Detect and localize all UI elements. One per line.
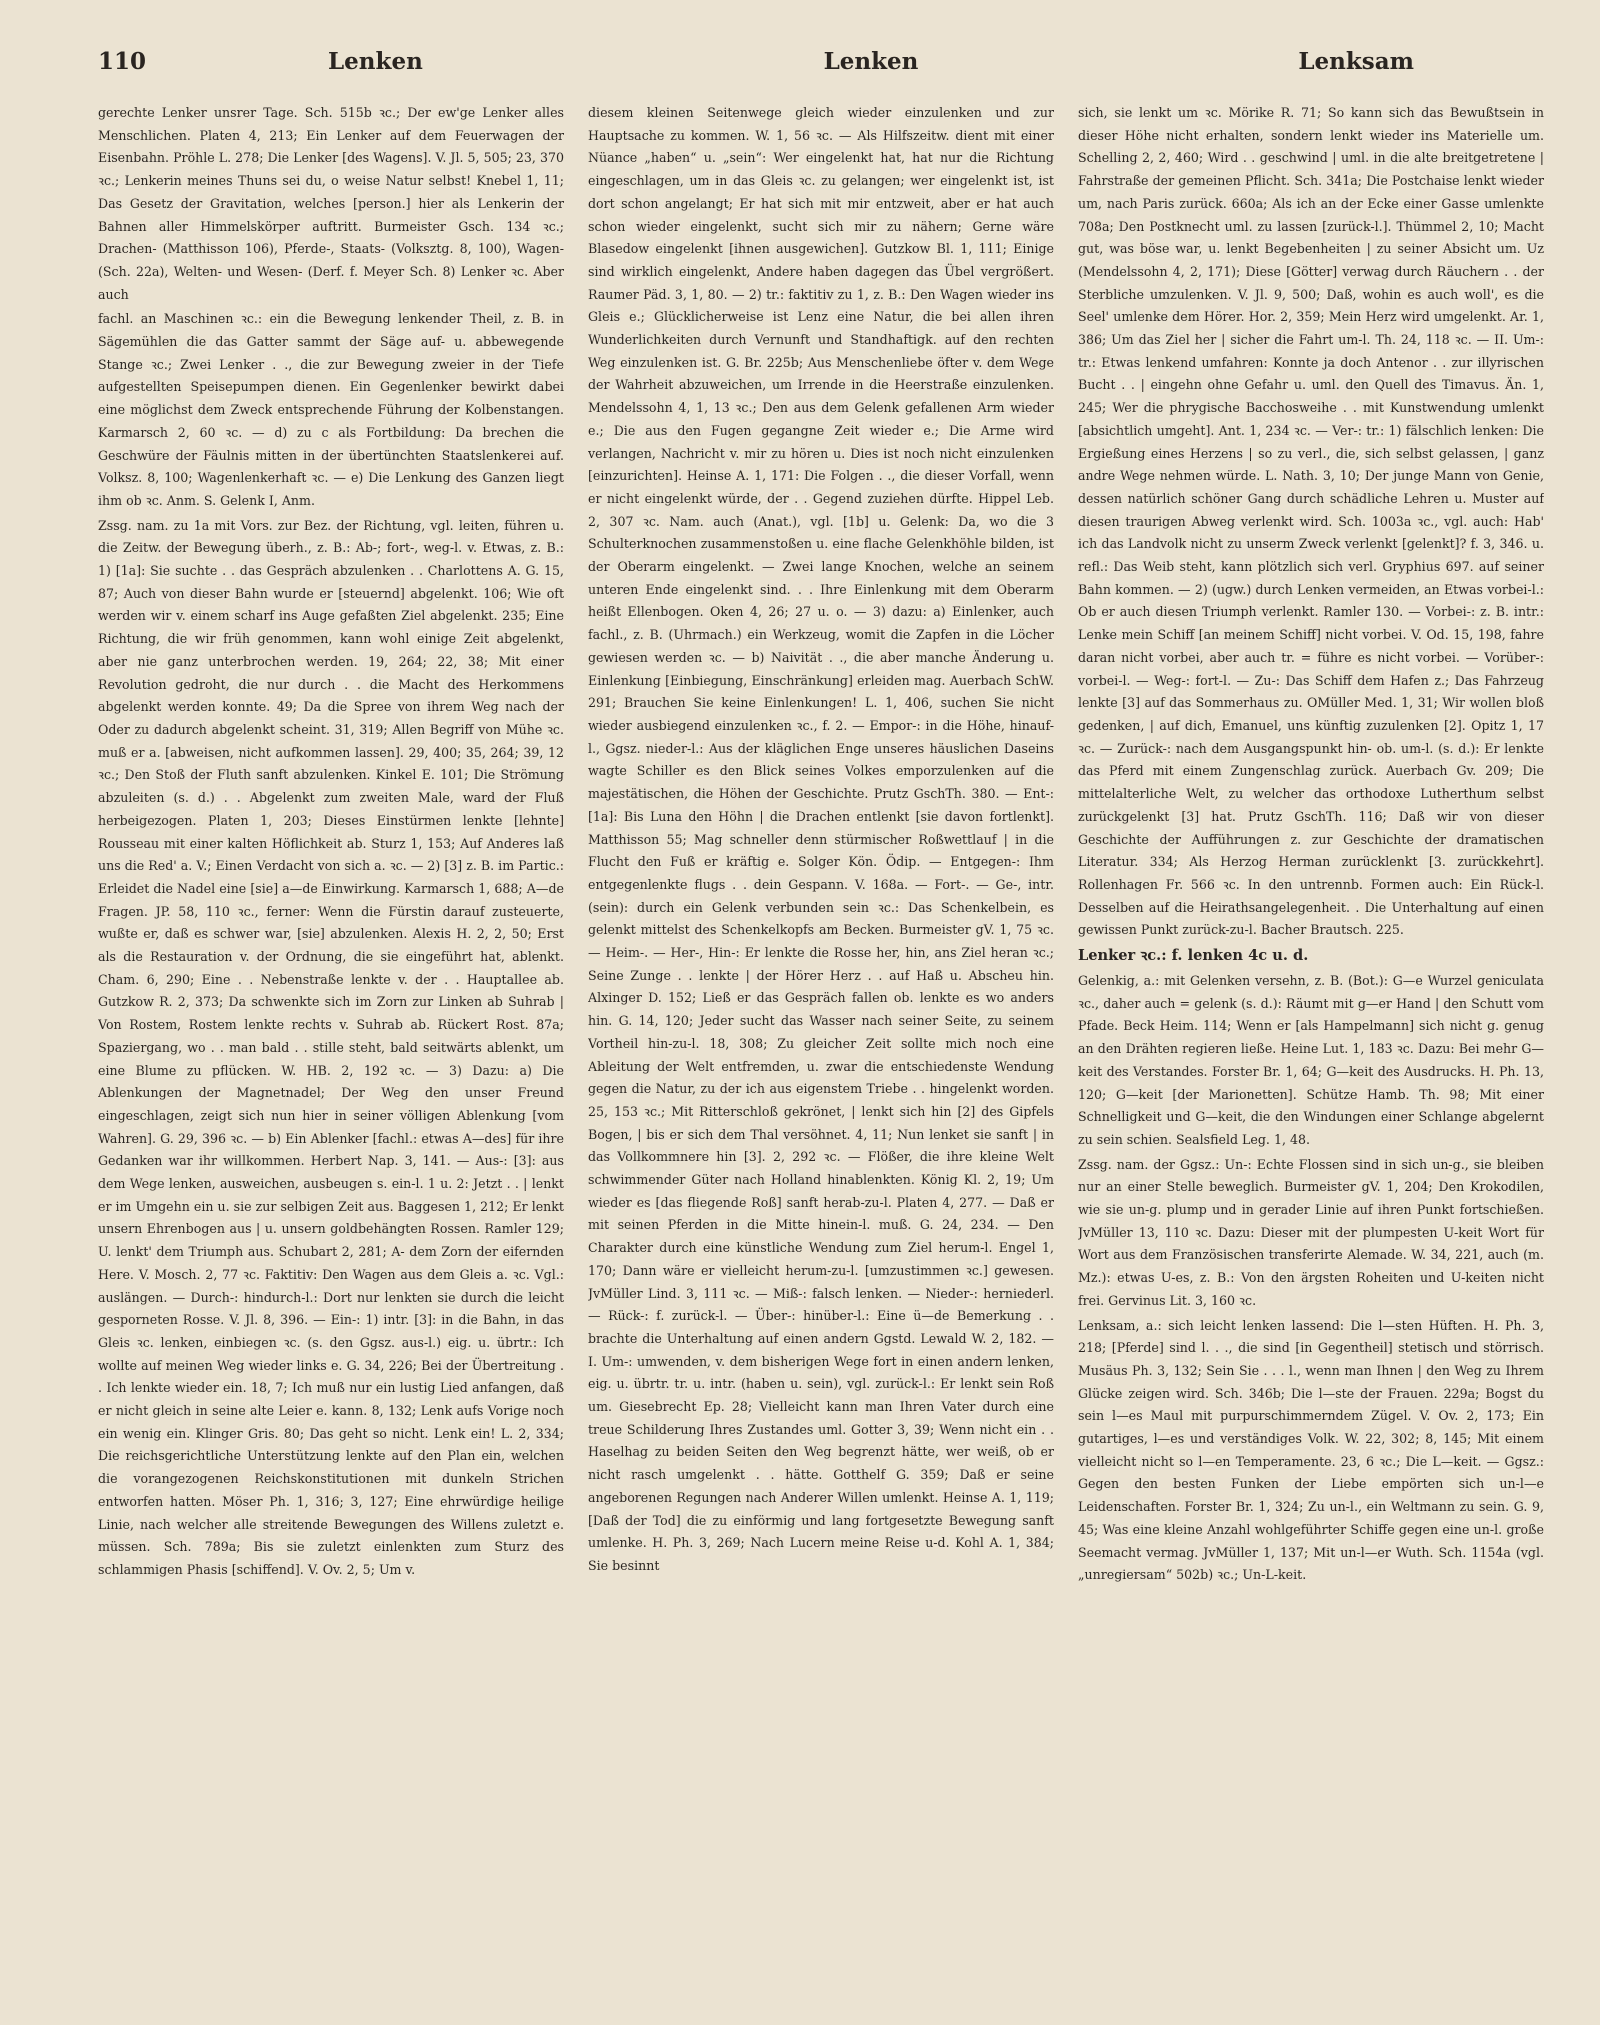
column-2 <box>588 102 1054 1992</box>
entry-paragraph: Zssg. nam. zu 1a mit Vors. zur Bez. der Richtung, vgl. leiten, führen u. die Zeitw. der Bewegung überh., z. B.: Ab-; fort-, weg-l. v. Etwas, z. B.: 1) [1a]: Sie suchte . . das Gespräch abzulenken . . Charlottens A. G. 15, 87; Auch von dieser Bahn wurde er [steuernd] abgelenkt. 106; Wie oft werden wir v. einem scharf ins Auge gefaßten Ziel abgelenkt. 235; Eine Richtung, die wir früh genommen, kann wohl einige Zeit abgelenkt, aber nie ganz unterbrochen werden. 19, 264; 22, 38; Mit einer Revolution gedroht, die nur durch . . die Macht des Herkommens abgelenkt werden konnte. 49; Da die Spree von ihrem Weg nach der Oder zu dadurch abgelenkt scheint. 31, 319; Allen Begriff von Mühe ꝛc. muß er a. [abweisen, nicht aufkommen lassen]. 29, 400; 35, 264; 39, 12 ꝛc.; Den Stoß der Fluth sanft abzulenken. Kinkel E. 101; Die Strömung abzuleiten (s. d.) . . Abgelenkt zum zweiten Male, ward der Fluß herbeigezogen. Platen 1, 203; Dieses Einstürmen lenkte [lehnte] Rousseau mit einer kalten Höflichkeit ab. Sturz 1, 153; Auf Anderes laß uns die Red' a. V.; Einen Verdacht von sich a. ꝛc. — 2) [3] z. B. im Partic.: Erleidet die Nadel eine [sie] a—de Einwirkung. Karmarsch 1, 688; A—de Fragen. JP. 58, 110 ꝛc., ferner: Wenn die Fürstin darauf zusteuerte, wußte er, daß es schwer war, [sie] abzulenken. Alexis H. 2, 2, 50; Erst als die Restauration v. der Ordnung, die sie eingeführt hat, ablenkt. Cham. 6, 290; Eine . . Nebenstraße lenkte v. der . . Hauptallee ab. Gutzkow R. 2, 373; Da schwenkte sich im Zorn zur Linken ab Suhrab | Von Rostem, Rostem lenkte rechts v. Suhrab ab. Rückert Rost. 87a; Spaziergang, wo . . man bald . . stille steht, bald seitwärts ablenkt, um eine Blume zu pflücken. W. HB. 2, 192 ꝛc. — 3) Dazu: a) Die Ablenkungen der Magnetnadel; Der Weg den unser Freund eingeschlagen, zeigt sich nun hier in seiner völligen Ablenkung [vom Wahren]. G. 29, 396 ꝛc. — b) Ein Ablenker [fachl.: etwas A—des] für ihre Gedanken war ihr willkommen. Herbert Nap. 3, 141. — Aus-: [3]: aus dem Wege lenken, ausweichen, ausbeugen s. ein-l. 1 u. 2: Jetzt . . | lenkt er im Umgehn ein u. sie zur selbigen Zeit aus. Baggesen 1, 212; Er lenkt unsern Ehrenbogen aus | u. unsern goldbehängten Rossen. Ramler 129; U. lenkt' dem Triumph aus. Schubart 2, 281; A- dem Zorn der eifernden Here. V. Mosch. 2, 77 ꝛc. Faktitiv: Den Wagen aus dem Gleis a. ꝛc. Vgl.: auslängen. — Durch-: hindurch-l.: Dort nur lenkten sie durch die leicht gesporneten Rosse. V. Jl. 8, 396. — Ein-: 1) intr. [3]: in die Bahn, in das Gleis ꝛc. lenken, einbiegen ꝛc. (s. den Ggsz. aus-l.) eig. u. übrtr.: Ich wollte auf meinen Weg wieder links e. G. 34, 226; Bei der Übertreitung . . Ich lenkte wieder ein. 18, 7; Ich muß nur ein lustig Lied anfangen, daß er nicht gleich in seine alte Leier e. kann. 8, 132; Lenk aufs Vorige noch ein wenig ein. Klinger Gris. 80; Das geht so nicht. Lenk ein! L. 2, 334; Die reichsgerichtliche Unterstützung lenkte auf den Plan ein, welchen die vorangezogenen Reichskonstitutionen mit dunkeln Strichen entworfen hatten. Möser Ph. 1, 316; 3, 127; Eine ehrwürdige heilige Linie, nach welcher alle streitende Bewegungen des Willens zuletzt e. müssen. Sch. 789a; Bis sie zuletzt einlenkten zum Sturz des schlammigen Phasis [schiffend]. V. Ov. 2, 5; Um v. <box>98 517 564 1577</box>
center-headword: Lenken <box>823 48 919 75</box>
column-1 <box>98 102 564 1992</box>
left-headword: Lenken <box>328 48 423 75</box>
right-headword: Lenksam <box>1298 48 1414 75</box>
headword-entry-lenker: Lenker ꝛc.: f. lenken 4c u. d. <box>1078 947 1309 965</box>
entry-paragraph: fachl. an Maschinen ꝛc.: ein die Bewegung lenkender Theil, z. B. in Sägemühlen die das Gatter sammt der Säge auf- u. abbewegende Stange ꝛc.; Zwei Lenker . ., die zur Bewegung zweier in der Tiefe aufgestellten Speisepumpen dienen. Ein Gegenlenker bewirkt dabei eine möglichst dem Zweck entsprechende Führung der Kolbenstangen. Karmarsch 2, 60 ꝛc. — d) zu c als Fortbildung: Da brechen die Geschwüre der Fäulnis mitten in der übertünchten Staatslenkerei auf. Volksz. 8, 100; Wagenlenkerhaft ꝛc. — e) Die Lenkung des Ganzen liegt ihm ob ꝛc. Anm. S. Gelenk I, Anm. <box>98 311 564 508</box>
text-columns <box>98 102 1544 1992</box>
headword-entry-gelenkig: Gelenkig, a.: mit Gelenken versehn, z. B. (Bot.): G—e Wurzel geniculata ꝛc., daher auch = gelenk (s. d.): Räumt mit g—er Hand | den Schutt vom Pfade. Beck Heim. 114; Wenn er [als Hampelmann] sich nicht g. genug an den Drähten regieren ließe. Heine Lut. 1, 183 ꝛc. Dazu: Bei mehr G—keit des Verstandes. Forster Br. 1, 64; G—keit des Ausdrucks. H. Ph. 13, 120; G—keit [der Marionetten]. Schütze Hamb. Th. 98; Mit einer Schnelligkeit und G—keit, die den Windungen einer Schlange abgelernt zu sein schien. Sealsfield Leg. 1, 48. <box>1078 973 1544 1147</box>
headword-entry-lenksam: Lenksam, a.: sich leicht lenken lassend: Die l—sten Hüften. H. Ph. 3, 218; [Pferde] sind l. . ., die sind [in Gegentheil] stetisch und störrisch. Musäus Ph. 3, 132; Sein Sie . . . l., wenn man Ihnen | den Weg zu Ihrem Glücke zeigen wird. Sch. 346b; Die l—ste der Frauen. 229a; Bogst du sein l—es Maul mit purpurschimmerndem Zügel. V. Ov. 2, 173; Ein gutartiges, l—es und verständiges Volk. W. 22, 302; 8, 145; Mit einem vielleicht nicht so l—en Temperamente. 23, 6 ꝛc.; Die L—keit. — Ggsz.: Gegen den besten Funken der Liebe empörten sich un-l—e Leidenschaften. Forster Br. 1, 324; Zu un-l., ein Weltmann zu sein. G. 9, 45; Was eine kleine Anzahl wohlgeführter Schiffe gegen eine un-l. große Seemacht vermag. JvMüller 1, 137; Mit un-l—er Wuth. Sch. 1154a (vgl. „unregiersam“ 502b) ꝛc.; Un-L-keit. <box>1078 1317 1544 1583</box>
running-header <box>98 48 1544 88</box>
page-number: 110 <box>98 48 147 75</box>
entry-paragraph: diesem kleinen Seitenwege gleich wieder einzulenken und zur Hauptsache zu kommen. W. 1, 56 ꝛc. — Als Hilfszeitw. dient mit einer Nüance „haben“ u. „sein“: Wer eingelenkt hat, hat nur die Richtung eingeschlagen, um in das Gleis ꝛc. zu gelangen; wer eingelenkt ist, ist dort schon angelangt; Er hat sich mit mir entzweit, aber er hat auch schon wieder eingelenkt, sucht sich mir zu nähern; Gerne wäre Blasedow eingelenkt [ihnen ausgewichen]. Gutzkow Bl. 1, 111; Einige sind wirklich eingelenkt, Andere haben dagegen das Übel vergrößert. Raumer Päd. 3, 1, 80. — 2) tr.: faktitiv zu 1, z. B.: Den Wagen wieder ins Gleis e.; Glücklicherweise ist Lenz eine Natur, die bei allen ihren Wunderlichkeiten durch Vernunft und Standhaftigk. auf den rechten Weg einzulenken ist. G. Br. 225b; Aus Menschenliebe öfter v. dem Wege der Wahrheit abzuweichen, um Irrende in die Heerstraße einzulenken. Mendelssohn 4, 1, 13 ꝛc.; Den aus dem Gelenk gefallenen Arm wieder e.; Die aus den Fugen gegangne Zeit wieder e.; Die Arme wird verlangen, Nachricht v. mir zu hören u. Dies ist noch nicht einzulenken [einzurichten]. Heinse A. 1, 171: Die Folgen . ., die dieser Vorfall, wenn er nicht eingelenkt würde, der . . Gegend zuziehen dürfte. Hippel Leb. 2, 307 ꝛc. Nam. auch (Anat.), vgl. [1b] u. Gelenk: Da, wo die 3 Schulterknochen zusammenstoßen u. eine flache Gelenkhöhle bilden, ist der Oberarm eingelenkt. — Zwei lange Knochen, welche an seinem unteren Ende eingelenkt sind. . . Ihre Einlenkung mit dem Oberarm heißt Ellenbogen. Oken 4, 26; 27 u. o. — 3) dazu: a) Einlenker, auch fachl., z. B. (Uhrmach.) ein Werkzeug, womit die Zapfen in die Löcher gewiesen werden ꝛc. — b) Naivität . ., die aber manche Änderung u. Einlenkung [Einbiegung, Einschränkung] erleiden mag. Auerbach SchW. 291; Brauchen Sie keine Einlenkungen! L. 1, 406, suchen Sie nicht wieder ausbiegend einzulenken ꝛc., f. 2. — Empor-: in die Höhe, hinauf-l., Ggsz. nieder-l.: Aus der kläglichen Enge unseres häuslichen Daseins wagte Schiller es den Blick seines Volkes emporzulenken auf die majestätischen, die Höhen der Geschichte. Prutz GschTh. 380. — Ent-: [1a]: Bis Luna den Höhn | die Drachen entlenkt [sie davon fortlenkt]. Matthisson 55; Mag schneller denn stürmischer Roßwettlauf | in die Flucht den Fuß er kräftig e. Solger Kön. Ödip. — Entgegen-: Ihm entgegenlenkte flugs . . dein Gespann. V. 168a. — Fort-. — Ge-, intr. (sein): durch ein Gelenk verbunden sein ꝛc.: Das Schenkelbein, es gelenkt mittelst des Schenkelkopfs am Becken. Burmeister gV. 1, 75 ꝛc. — Heim-. — Her-, Hin-: Er lenkte die Rosse her, hin, ans Ziel heran ꝛc.; Seine Zunge . . lenkte | der Hörer Herz . . auf Haß u. Abscheu hin. Alxinger D. 152; Ließ er das Gespräch fallen ob. lenkte es wo anders hin. G. 14, 120; Jeder sucht das Wasser nach seiner Seite, zu seinem Vortheil hin-zu-l. 18, 308; Zu gleicher Zeit sollte mich noch eine Ableitung der Welt entfremden, u. zwar die entschiedenste Wendung gegen die Natur, zu der ich aus eigenstem Triebe . . hingelenkt worden. 25, 153 ꝛc.; Mit Ritterschloß gekrönet, | lenkt sich hin [2] des Gipfels Bogen, | bis er sich dem Thal versöhnet. 4, 11; Nun lenket sie sanft | in das Vollkommnere hin [3]. 2, 292 ꝛc. — Flößer, die ihre kleine Welt schwimmender Güter nach Holland hinablenkten. König Kl. 2, 19; Um wieder es [das fliegende Roß] sanft herab-zu-l. Platen 4, 277. — Daß er mit seinen Pferden in die Mitte hinein-l. muß. G. 24, 234. — Den Charakter durch eine künstliche Wendung zum Ziel herum-l. Engel 1, 170; Dann wäre er vielleicht herum-zu-l. [umzustimmen ꝛc.] gewesen. JvMüller Lind. 3, 111 ꝛc. — Miß-: falsch lenken. — Nieder-: herniederl. — Rück-: f. zurück-l. — Über-: hinüber-l.: Eine ü—de Bemerkung . . brachte die Unterhaltung auf einen andern Ggstd. Lewald W. 2, 182. — I. Um-: umwenden, v. dem bisherigen Wege fort in einen andern lenken, eig. u. übrtr. tr. u. intr. (haben u. sein), vgl. zurück-l.: Er lenkt sein Roß um. Giesebrecht Ep. 28; Vielleicht kann man Ihren Vater durch eine treue Schilderung Ihres Zustandes uml. Gotter 3, 39; Wenn nicht ein . . Haselhag zu beiden Seiten den Weg begrenzt hätte, wer weiß, ob er nicht rasch umgelenkt . . hätte. Gotthelf G. 359; Daß er seine angeborenen Regungen nach Anderer Willen umlenkt. Heinse A. 1, 119; [Daß der Tod] die zu einförmig und lang fortgesetzte Bewegung sanft umlenke. H. Ph. 3, 269; Nach Lucern meine Reise u-d. Kohl A. 1, 384; Sie besinnt <box>588 105 1054 1573</box>
entry-paragraph: gerechte Lenker unsrer Tage. Sch. 515b ꝛc.; Der ew'ge Lenker alles Menschlichen. Platen 4, 213; Ein Lenker auf dem Feuerwagen der Eisenbahn. Pröhle L. 278; Die Lenker [des Wagens]. V. Jl. 5, 505; 23, 370 ꝛc.; Lenkerin meines Thuns sei du, o weise Natur selbst! Knebel 1, 11; Das Gesetz der Gravitation, welches [person.] hier als Lenkerin der Bahnen aller Himmelskörper auftritt. Burmeister Gsch. 134 ꝛc.; Drachen- (Matthisson 106), Pferde-, Staats- (Volksztg. 8, 100), Wagen- (Sch. 22a), Welten- und Wesen- (Derf. f. Meyer Sch. 8) Lenker ꝛc. Aber auch <box>98 105 564 302</box>
entry-paragraph: sich, sie lenkt um ꝛc. Mörike R. 71; So kann sich das Bewußtsein in dieser Höhe nicht erhalten, sondern lenkt wieder ins Materielle um. Schelling 2, 2, 460; Wird . . geschwind | uml. in die alte breitgetretene | Fahrstraße der gemeinen Pflicht. Sch. 341a; Die Postchaise lenkt wieder um, nach Paris zurück. 660a; Als ich an der Ecke einer Gasse umlenkte 708a; Den Postknecht uml. zu lassen [zurück-l.]. Thümmel 2, 10; Macht gut, was böse war, u. lenkt Begebenheiten | zu seiner Absicht um. Uz (Mendelssohn 4, 2, 171); Diese [Götter] verwag durch Räuchern . . der Sterbliche umzulenken. V. Jl. 9, 500; Daß, wohin es auch woll', es die Seel' umlenke dem Hörer. Hor. 2, 359; Mein Herz wird umgelenkt. Ar. 1, 386; Um das Ziel her | sicher die Fahrt um-l. Th. 24, 118 ꝛc. — II. Um-: tr.: Etwas lenkend umfahren: Konnte ja doch Antenor . . zur illyrischen Bucht . . | eingehn ohne Gefahr u. uml. den Quell des Timavus. Än. 1, 245; Wer die phrygische Bacchosweihe . . mit Kunstwendung umlenkt [absichtlich umgeht]. Ant. 1, 234 ꝛc. — Ver-: tr.: 1) fälschlich lenken: Die Ergießung eines Herzens | so zu verl., die, sich selbst gelassen, | ganz andre Wege nehmen würde. L. Nath. 3, 10; Der junge Mann von Genie, dessen natürlich schöner Gang durch schädliche Lehren u. Muster auf diesen traurigen Abweg verlenkt wird. Sch. 1003a ꝛc., vgl. auch: Hab' ich das Landvolk nicht zu unserm Zweck verlenkt [gelenkt]? f. 3, 346. u. refl.: Das Weib steht, kann plötzlich sich verl. Gryphius 697. auf seiner Bahn kommen. — 2) (ugw.) durch Lenken vermeiden, an Etwas vorbei-l.: Ob er auch diesen Triumph verlenkt. Ramler 130. — Vorbei-: z. B. intr.: Lenke mein Schiff [an meinem Schiff] nicht vorbei. V. Od. 15, 198, fahre daran nicht vorbei, aber auch tr. = führe es nicht vorbei. — Vorüber-: vorbei-l. — Weg-: fort-l. — Zu-: Das Schiff dem Hafen z.; Das Fahrzeug lenkte [3] auf das Sommerhaus zu. OMüller Med. 1, 31; Wir wollen bloß gedenken, | auf dich, Emanuel, uns künftig zuzulenken [2]. Opitz 1, 17 ꝛc. — Zurück-: nach dem Ausgangspunkt hin- ob. um-l. (s. d.): Er lenkte das Pferd mit einem Zungenschlag zurück. Auerbach Gv. 209; Die mittelalterliche Welt, zu welcher das orthodoxe Lutherthum selbst zurückgelenkt [3] hat. Prutz GschTh. 116; Daß wir von dieser Geschichte der Aufführungen z. zur Geschichte der dramatischen Literatur. 334; Als Herzog Herman zurücklenkt [3. zurückkehrt]. Rollenhagen Fr. 566 ꝛc. In den untrennb. Formen auch: Ein Rück-l. Desselben auf die Heirathsangelegenheit. . Die Unterhaltung auf einen gewissen Punkt zurück-zu-l. Bacher Brautsch. 225. <box>1078 105 1544 938</box>
column-3 <box>1078 102 1544 1992</box>
entry-paragraph: Zssg. nam. der Ggsz.: Un-: Echte Flossen sind in sich un-g., sie bleiben nur an einer Stelle beweglich. Burmeister gV. 1, 204; Den Krokodilen, wie sie un-g. plump und in gerader Linie auf ihren Punkt fortschießen. JvMüller 13, 110 ꝛc. Dazu: Dieser mit der plumpesten U-keit Wort für Wort aus dem Französischen transferirte Alemade. W. 34, 221, auch (m. Mz.): etwas U-es, z. B.: Von den ärgsten Roheiten und U-keiten nicht frei. Gervinus Lit. 3, 160 ꝛc. <box>1078 1156 1544 1308</box>
